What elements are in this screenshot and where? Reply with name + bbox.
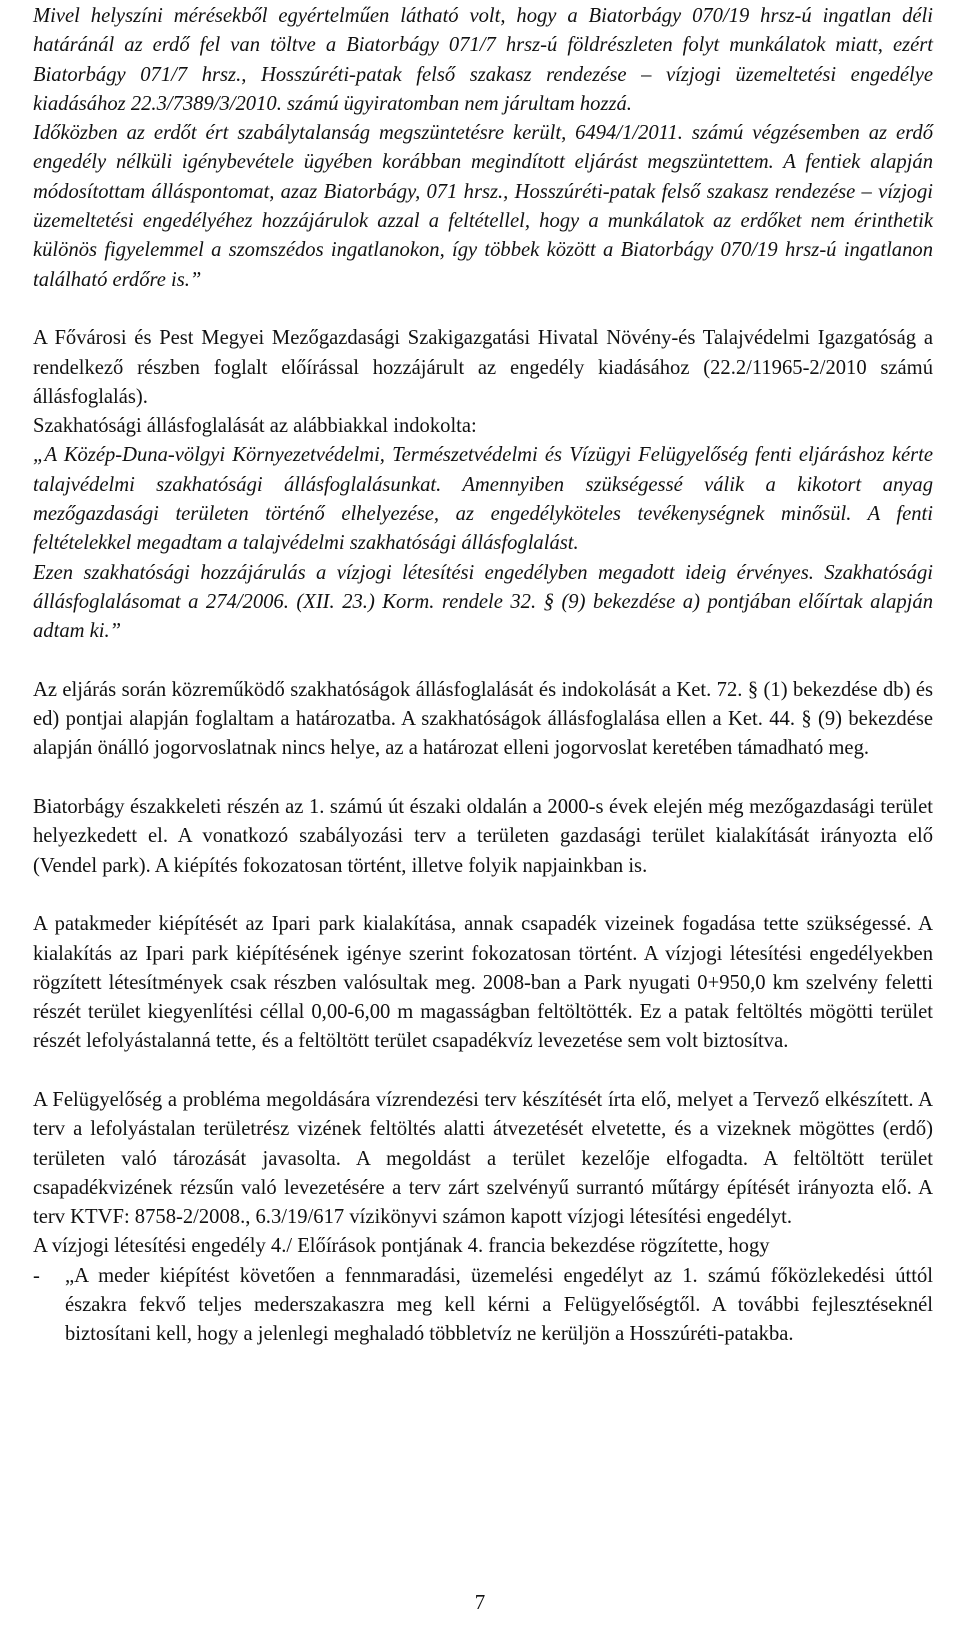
paragraph-quoted-validity: Ezen szakhatósági hozzájárulás a vízjogi létesítési engedélyben megadott ideig érvényes. Szakhatósági állásfoglalásomat a 274/2006. (XII. 23.) Korm. rendele 32. § (9) bekezdése a) pontjában előírtak alapján adtam ki.” <box>33 561 933 643</box>
document-body <box>33 2 933 1350</box>
paragraph-modified-position: Időközben az erdőt ért szabálytalanság megszüntetésre került, 6494/1/2011. számú végzésemben az erdő engedély nélküli igénybevétele ügyében korábban megindított eljárást megszüntettem. A fentiek alapján módosítottam álláspontomat, azaz Biatorbágy, 071 hrsz., Hosszúréti-patak felső szakasz rendezése – vízjogi üzemeltetési engedélyéhez hozzájárulok azzal a feltétellel, hogy a munkálatok az erdőket nem érinthetik különös figyelemmel a szomszédos ingatlanokon, így többek között a Biatorbágy 070/19 hrsz-ú ingatlanon található erdőre is.” <box>33 122 933 291</box>
list-marker: - <box>33 1264 40 1287</box>
paragraph-drainage-plan: A Felügyelőség a probléma megoldására vízrendezési terv készítését írta elő, melyet a Tervező elkészített. A terv a lefolyástalan területrész vizének feltöltés alatti átvezetését elvetette, és a vizeknek mögöttes (erdő) területen való tározását javasolta. A megoldást a terület kezelője elfogadta. A feltöltött terület csapadékvizének rézsűn való levezetésére a terv zárt szelvényű surrantó műtárgy építését irányozta elő. A terv KTVF: 8758-2/2008., 6.3/19/617 vízikönyvi számon kapott vízjogi létesítési engedélyt. <box>33 1088 933 1229</box>
paragraph-justification-intro: Szakhatósági állásfoglalását az alábbiakkal indokolta: <box>33 415 477 438</box>
paragraph-permit-requirement: A vízjogi létesítési engedély 4./ Előírások pontjának 4. francia bekezdése rögzítette, hogy <box>33 1235 770 1258</box>
paragraph-measurement-refusal: Mivel helyszíni mérésekből egyértelműen látható volt, hogy a Biatorbágy 070/19 hrsz-ú ingatlan déli határánál az erdő fel van töltve a Biatorbágy 071/7 hrsz-ú földrészleten folyt munkálatok miatt, ezért Biatorbágy 071/7 hrsz., Hosszúréti-patak felső szakasz rendezése – vízjogi üzemeltetési engedélye kiadásához 22.3/7389/3/2010. számú ügyiratomban nem járultam hozzá. <box>33 5 933 115</box>
paragraph-streambed-construction: A patakmeder kiépítését az Ipari park kialakítása, annak csapadék vizeinek fogadása tette szükségessé. A kialakítás az Ipari park kiépítésének igénye szerint fokozatosan történt. A vízjogi létesítési engedélyekben rögzített létesítmények csak részben valósultak meg. 2008-ban a Park nyugati 0+950,0 km szelvény feletti részét terület kiegyenlítési céllal 0,00-6,00 m magasságban feltöltötték. Ez a patak feltöltés mögötti terület részét lefolyástalanná tette, és a feltöltött terület csapadékvíz levezetése sem volt biztosítva. <box>33 913 933 1053</box>
paragraph-quoted-justification: „A Közép-Duna-völgyi Környezetvédelmi, Természetvédelmi és Vízügyi Felügyelőség fenti eljáráshoz kérte talajvédelmi szakhatósági állásfoglalásunkat. Amennyiben szükségessé válik a kikotort anyag mezőgazdasági területen történő elhelyezése, az engedélyköteles tevékenységnek minősül. A fenti feltételekkel megadtam a talajvédelmi szakhatósági állásfoglalást. <box>33 444 933 555</box>
paragraph-soil-protection-office: A Fővárosi és Pest Megyei Mezőgazdasági Szakigazgatási Hivatal Növény-és Talajvédelmi Igazgatóság a rendelkező részben foglalt előírással hozzájárult az engedély kiadásához (22.2/11965-2/2010 számú állásfoglalás). <box>33 327 933 408</box>
list-item <box>33 1262 933 1350</box>
paragraph-authorities-procedure: Az eljárás során közreműködő szakhatóságok állásfoglalását és indokolását a Ket. 72. § (1) bekezdése db) és ed) pontjai alapján foglaltam a határozatba. A szakhatóságok állásfoglalása ellen a Ket. 44. § (9) bekezdése alapján önálló jogorvoslatnak nincs helye, az a határozat elleni jogorvoslat keretében támadható meg. <box>33 678 933 760</box>
list-item-text: „A meder kiépítést követően a fennmaradási, üzemelési engedélyt az 1. számú főközlekedési úttól északra fekvő teljes mederszakaszra meg kell kérni a Felügyelőségtől. A további fejlesztéseknél biztosítani kell, hogy a jelenlegi meghaladó többletvíz ne kerüljön a Hosszúréti-patakba. <box>65 1264 933 1346</box>
page-number: 7 <box>474 1590 486 1614</box>
paragraph-area-history: Biatorbágy északkeleti részén az 1. számú út északi oldalán a 2000-s évek elején még mezőgazdasági terület helyezkedett el. A vonatkozó szabályozási terv a területen gazdasági terület kialakítását irányozta elő (Vendel park). A kiépítés fokozatosan történt, illetve folyik napjainkban is. <box>33 796 933 877</box>
